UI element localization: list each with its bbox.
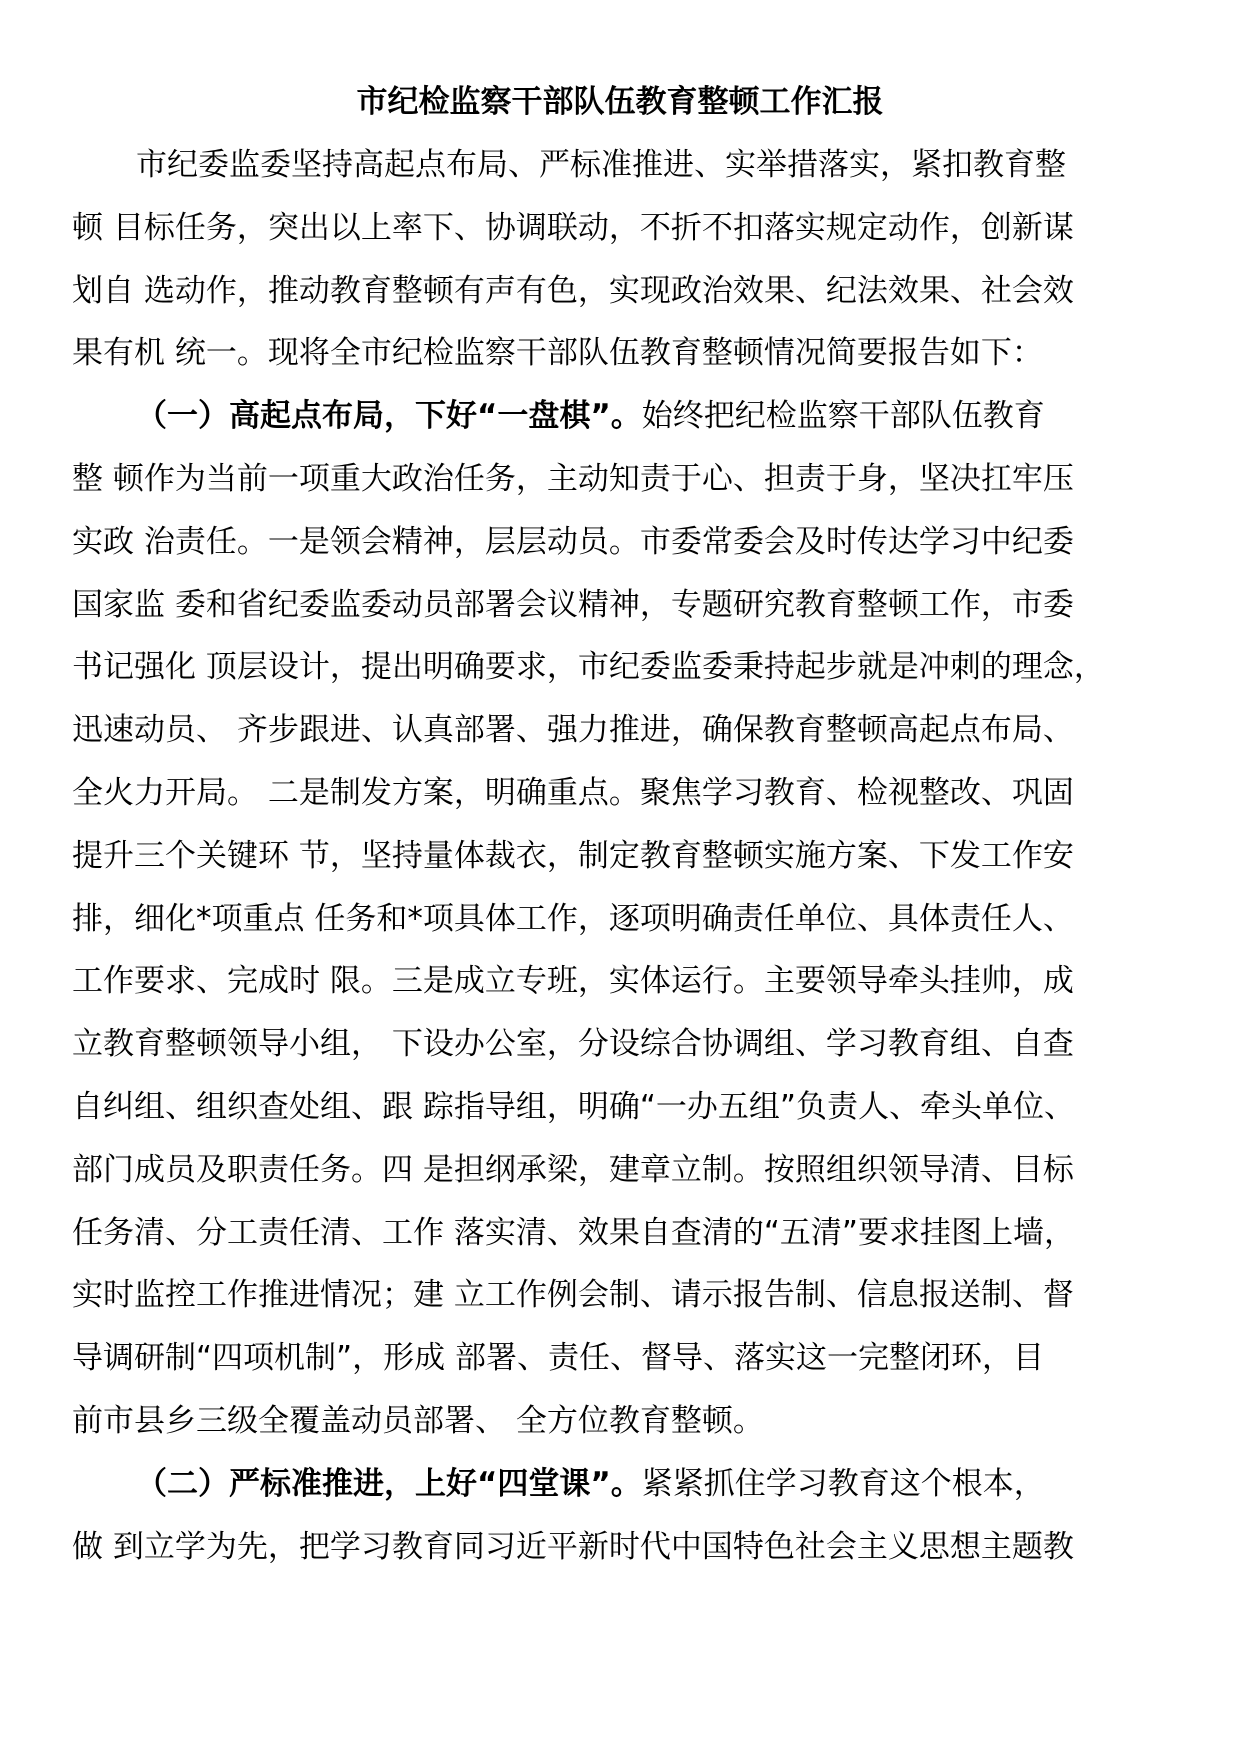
paragraph-2-line-10: 工作要求、完成时 限。三是成立专班，实体运行。主要领导牵头挂帅，成 <box>72 963 1074 1000</box>
document-body <box>72 134 1192 1578</box>
paragraph-2-line-14: 任务清、分工责任清、工作 落实清、效果自查清的“五清”要求挂图上墙， <box>72 1214 1075 1251</box>
paragraph-2-line-8: 提升三个关键环 节，坚持量体裁衣，制定教育整顿实施方案、下发工作安 <box>72 837 1074 874</box>
paragraph-2-line-1 <box>72 385 1192 448</box>
section-1-text: 始终把纪检监察干部队伍教育 <box>641 398 1045 435</box>
paragraph-3-line-1 <box>72 1453 1192 1516</box>
paragraph-1-line-4: 果有机 统一。现将全市纪检监察干部队伍教育整顿情况简要报告如下： <box>72 335 1043 372</box>
paragraph-1-line-2: 顿 目标任务，突出以上率下、协调联动，不折不扣落实规定动作，创新谋 <box>72 209 1074 246</box>
paragraph-2-line-2: 整 顿作为当前一项重大政治任务，主动知责于心、担责于身，坚决扛牢压 <box>72 460 1074 497</box>
paragraph-2-line-16: 导调研制“四项机制”，形成 部署、责任、督导、落实这一完整闭环，目 <box>72 1340 1044 1377</box>
document-title: 市纪检监察干部队伍教育整顿工作汇报 <box>356 84 884 120</box>
section-2-heading: （二）严标准推进，上好“四堂课”。 <box>136 1465 642 1502</box>
paragraph-1-line-3: 划自 选动作，推动教育整顿有声有色，实现政治效果、纪法效果、社会效 <box>72 272 1074 309</box>
section-1-heading: （一）高起点布局，下好“一盘棋”。 <box>136 398 642 435</box>
paragraph-2-line-12: 自纠组、组织查处组、跟 踪指导组，明确“一办五组”负责人、牵头单位、 <box>72 1088 1075 1125</box>
paragraph-2-line-17: 前市县乡三级全覆盖动员部署、 全方位教育整顿。 <box>72 1402 764 1439</box>
paragraph-2-line-9: 排，细化*项重点 任务和*项具体工作，逐项明确责任单位、具体责任人、 <box>72 900 1074 937</box>
section-2-text: 紧紧抓住学习教育这个根本， <box>641 1465 1045 1502</box>
paragraph-2-line-15: 实时监控工作推进情况；建 立工作例会制、请示报告制、信息报送制、督 <box>72 1277 1074 1314</box>
paragraph-2-line-5: 书记强化 顶层设计，提出明确要求，市纪委监委秉持起步就是冲刺的理念， <box>72 649 1105 686</box>
paragraph-2-line-4: 国家监 委和省纪委监委动员部署会议精神，专题研究教育整顿工作，市委 <box>72 586 1074 623</box>
paragraph-2-line-7: 全火力开局。 二是制发方案，明确重点。聚焦学习教育、检视整改、巩固 <box>72 774 1074 811</box>
paragraph-2-line-13: 部门成员及职责任务。四 是担纲承梁，建章立制。按照组织领导清、目标 <box>72 1151 1074 1188</box>
paragraph-2-line-3: 实政 治责任。一是领会精神，层层动员。市委常委会及时传达学习中纪委 <box>72 523 1074 560</box>
paragraph-1-line-1: 市纪委监委坚持高起点布局、严标准推进、实举措落实，紧扣教育整 <box>136 147 1066 183</box>
paragraph-3-line-2: 做 到立学为先，把学习教育同习近平新时代中国特色社会主义思想主题教 <box>72 1528 1074 1565</box>
paragraph-2-line-11: 立教育整顿领导小组， 下设办公室，分设综合协调组、学习教育组、自查 <box>72 1026 1074 1063</box>
paragraph-2-line-6: 迅速动员、 齐步跟进、认真部署、强力推进，确保教育整顿高起点布局、 <box>72 712 1074 749</box>
